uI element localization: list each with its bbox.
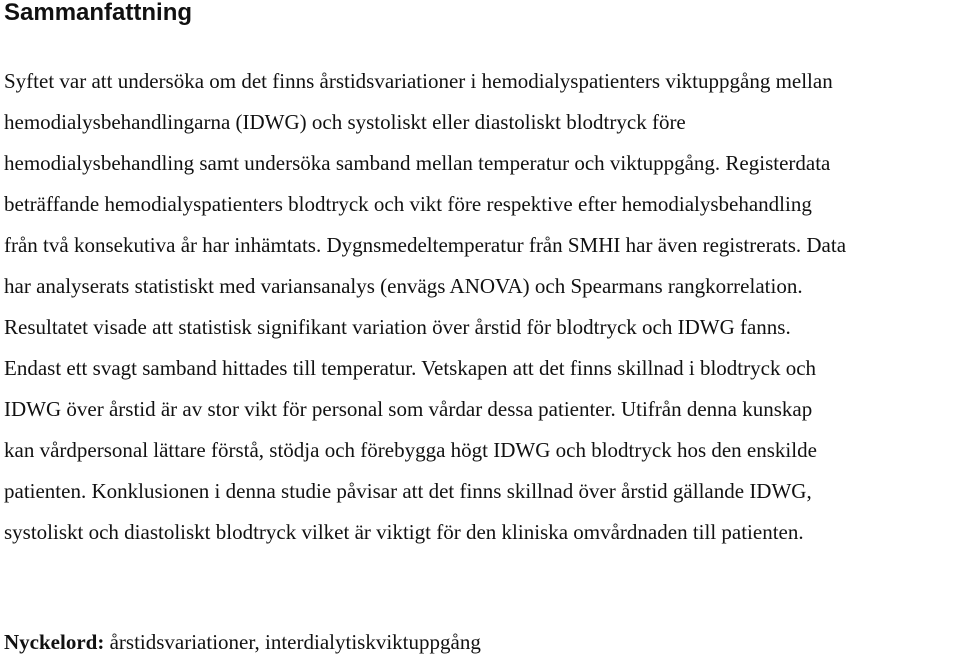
- abstract-line: Resultatet visade att statistisk signifikant variation över årstid för blodtryck och IDWG fanns.: [4, 315, 791, 339]
- section-heading: Sammanfattning: [4, 0, 193, 26]
- abstract-line: Endast ett svagt samband hittades till temperatur. Vetskapen att det finns skillnad i blodtryck och: [4, 356, 817, 380]
- abstract-line: IDWG över årstid är av stor vikt för personal som vårdar dessa patienter. Utifrån denna kunskap: [4, 397, 813, 421]
- abstract-line: har analyserats statistiskt med variansanalys (envägs ANOVA) och Spearmans rangkorrelation.: [4, 274, 803, 298]
- abstract-line: hemodialysbehandling samt undersöka samband mellan temperatur och viktuppgång. Registerdata: [4, 151, 831, 175]
- abstract-line: Syftet var att undersöka om det finns årstidsvariationer i hemodialyspatienters viktuppgång mellan: [4, 69, 833, 93]
- keywords-line: [4, 624, 481, 660]
- abstract-line: hemodialysbehandlingarna (IDWG) och systoliskt eller diastoliskt blodtryck före: [4, 110, 686, 134]
- keywords-label: Nyckelord:: [4, 630, 105, 654]
- abstract-line: från två konsekutiva år har inhämtats. Dygnsmedeltemperatur från SMHI har även registrerats. Data: [4, 233, 847, 257]
- abstract-line: patienten. Konklusionen i denna studie påvisar att det finns skillnad över årstid gällande IDWG,: [4, 479, 812, 503]
- keywords-text: årstidsvariationer, interdialytiskviktuppgång: [104, 630, 481, 654]
- abstract-line: beträffande hemodialyspatienters blodtryck och vikt före respektive efter hemodialysbehandling: [4, 192, 812, 216]
- abstract-line: kan vårdpersonal lättare förstå, stödja och förebygga högt IDWG och blodtryck hos den enskilde: [4, 438, 817, 462]
- abstract-paragraph: [4, 61, 960, 553]
- abstract-line: systoliskt och diastoliskt blodtryck vilket är viktigt för den kliniska omvårdnaden till patienten.: [4, 520, 804, 544]
